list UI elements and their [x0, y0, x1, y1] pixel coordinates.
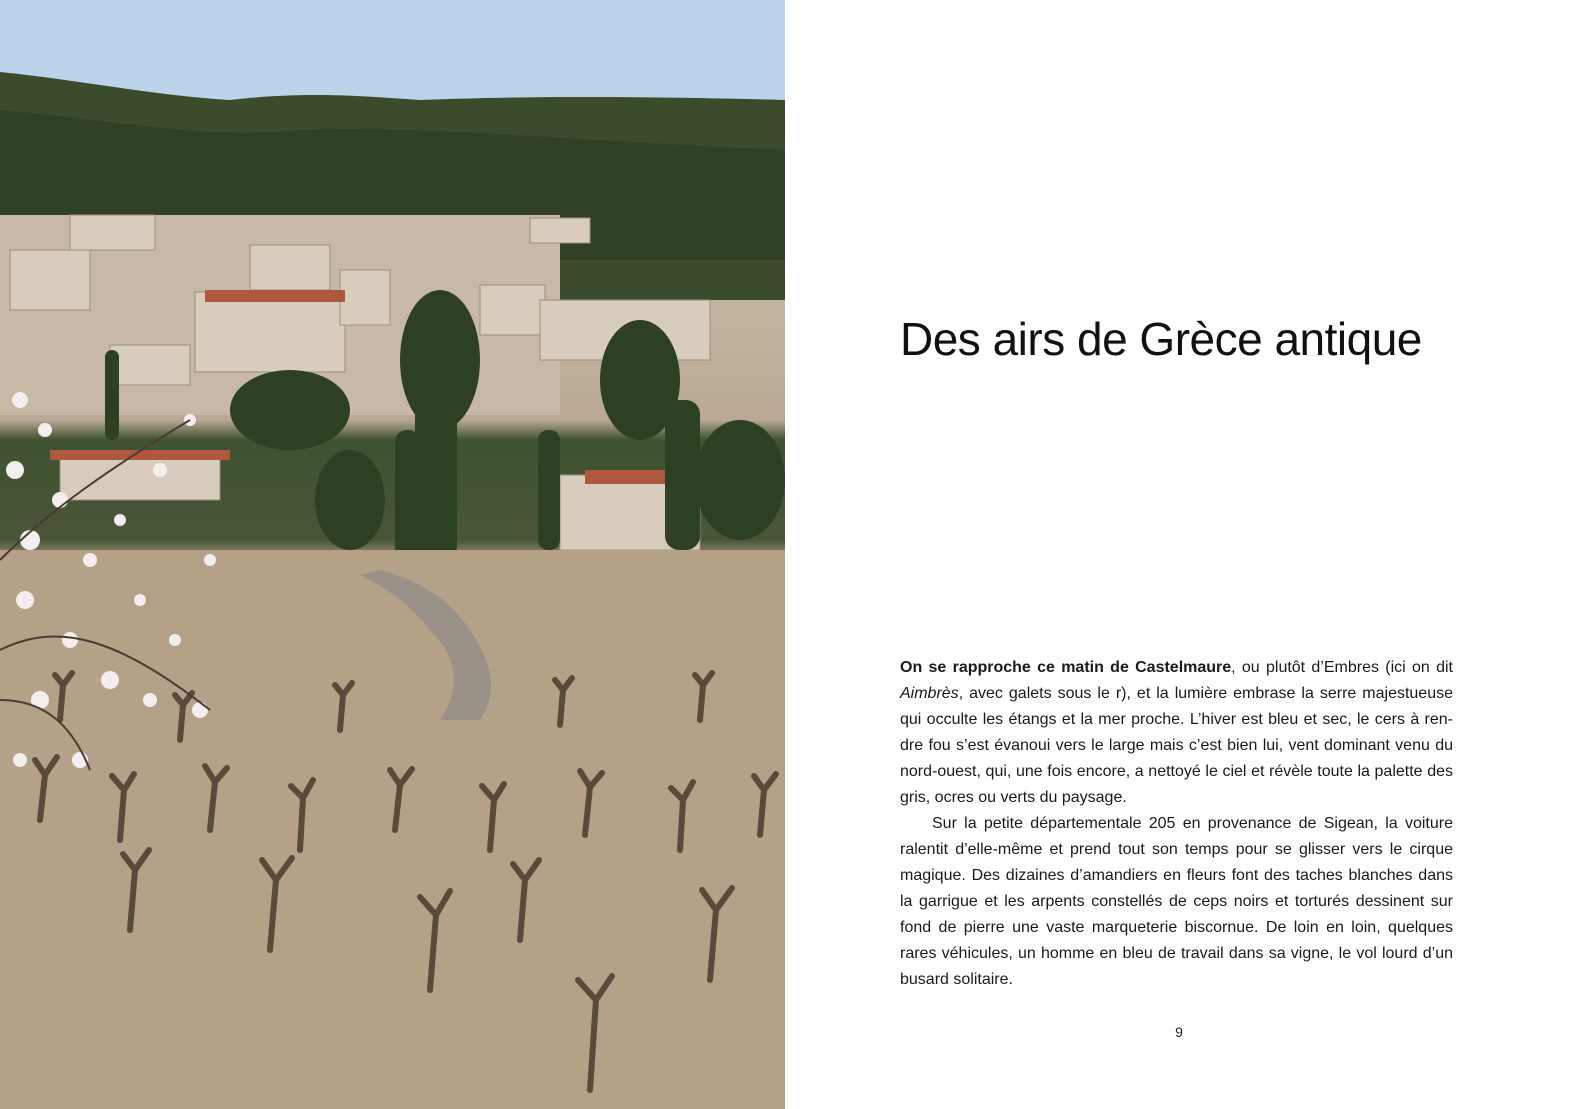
chapter-title: Des airs de Grèce antique [900, 313, 1422, 365]
page-number: 9 [1175, 1024, 1183, 1040]
landscape-photo [0, 0, 785, 1109]
lead-in-bold: On se rapproche ce matin de Castelmaure [900, 659, 1232, 676]
paragraph-1-part-a: , ou plutôt d’Embres (ici on dit [1231, 659, 1453, 676]
paragraph-1-part-b: , avec galets sous le r), et la lumière embrase la serre majestueuse qui occulte les étangs et la mer proche. L’hiver est bleu et sec, le cers à rendre fou s’est évanoui vers le large mais c’est bien lui, vent dominant venu du nord-ouest, qui, une fois encore, a nettoyé le ciel et révèle toute la palette des gris, ocres ou verts du paysage. [900, 685, 1453, 806]
paragraph-1 [900, 655, 1453, 811]
paragraph-2: Sur la petite départementale 205 en provenance de Sigean, la voiture ralentit d’elle-même et prend tout son temps pour se glisser vers le cirque magique. Des dizaines d’amandiers en fleurs font des taches blanches dans la garrigue et les arpents constellés de ceps noirs et torturés dessinent sur fond de pierre une vaste marqueterie biscornue. De loin en loin, quelques rares véhicules, un homme en bleu de travail dans sa vigne, le vol lourd d’un busard solitaire. [900, 815, 1453, 988]
text-page [785, 0, 1571, 1109]
body-text [900, 655, 1453, 993]
village-vineyard-illustration [0, 0, 785, 1109]
italic-word: Aimbrès [900, 685, 959, 702]
